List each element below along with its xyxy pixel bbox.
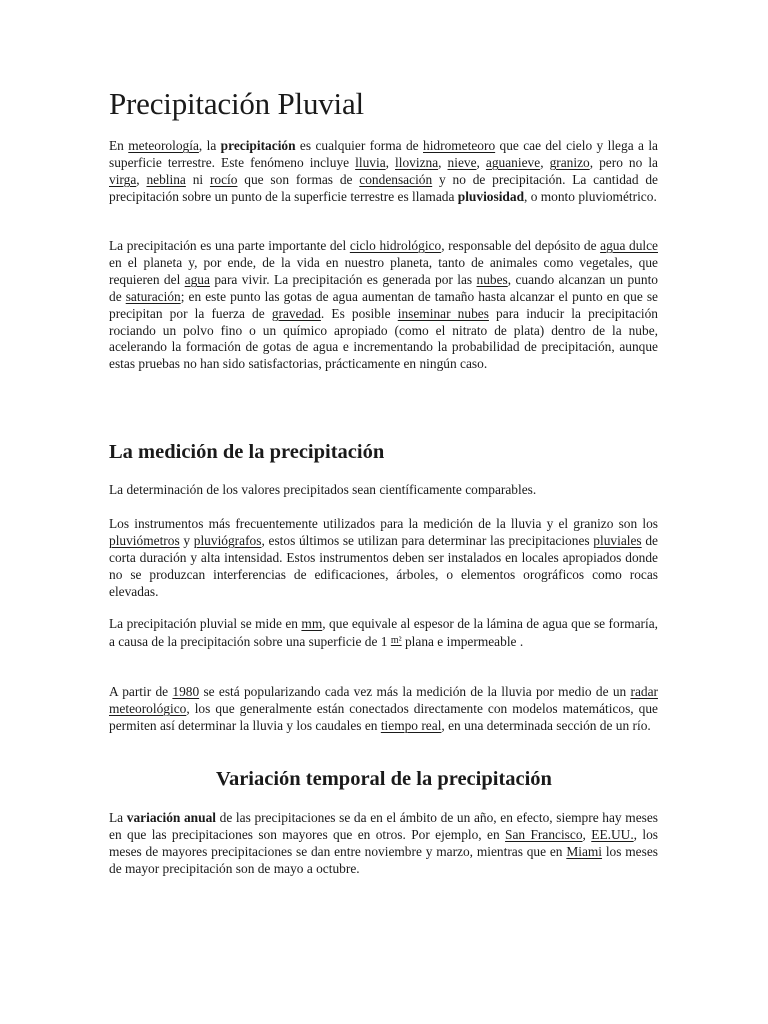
paragraph-instrumentos: Los instrumentos más frecuentemente utilizados para la medición de la lluvia y el granizo son los pluviómetros y pluviógrafos, estos últimos se utilizan para determinar las precipitaciones pluviales de corta duración y alta intensidad. Estos instrumentos deben ser instalados en locales apropiados donde no se produzcan interferencias de edificaciones, árboles, o elementos orográficos como rocas elevadas. <box>109 516 658 599</box>
paragraph-intro: En meteorología, la precipitación es cualquier forma de hidrometeoro que cae del cielo y llega a la superficie terrestre. Este fenómeno incluye lluvia, llovizna, nieve, aguanieve, granizo, pero no la virga, neblina ni rocío que son formas de condensación y no de precipitación. La cantidad de precipitación sobre un punto de la superficie terrestre es llamada pluviosidad, o monto pluviométrico. <box>109 138 658 204</box>
link-san-francisco[interactable]: San Francisco <box>505 826 583 842</box>
link-m2[interactable]: m² <box>390 634 402 646</box>
link-inseminar-nubes[interactable]: inseminar nubes <box>397 305 489 321</box>
link-virga[interactable]: virga <box>109 171 137 187</box>
link-saturacion[interactable]: saturación <box>125 288 181 304</box>
link-nieve[interactable]: nieve <box>447 154 477 170</box>
paragraph-radar: A partir de 1980 se está popularizando cada vez más la medición de la lluvia por medio de un radar meteorológico, los que generalmente están conectados directamente con modelos matemáticos, que permiten así determinar la lluvia y los caudales en tiempo real, en una determinada sección de un río. <box>109 684 658 733</box>
link-llovizna[interactable]: llovizna <box>395 154 439 170</box>
link-pluviales[interactable]: pluviales <box>593 532 642 548</box>
link-hidrometeoro[interactable]: hidrometeoro <box>423 138 496 153</box>
link-condensacion[interactable]: condensación <box>359 171 433 187</box>
link-eeuu[interactable]: EE.UU. <box>591 826 634 842</box>
paragraph-variacion: La variación anual de las precipitaciones se da en el ámbito de un año, en efecto, siempre hay meses en que las precipitaciones son mayores que en otros. Por ejemplo, en San Francisco, EE.UU., los meses de mayores precipitaciones se dan entre noviembre y marzo, mientras que en Miami los meses de mayor precipitación son de mayo a octubre. <box>109 810 659 876</box>
link-nubes[interactable]: nubes <box>476 271 508 287</box>
link-agua-dulce[interactable]: agua dulce <box>600 238 658 253</box>
link-miami[interactable]: Miami <box>566 843 603 859</box>
link-agua[interactable]: agua <box>184 271 210 287</box>
link-gravedad[interactable]: gravedad <box>271 305 321 321</box>
heading-medicion: La medición de la precipitación <box>109 441 385 463</box>
link-mm[interactable]: mm <box>301 616 323 631</box>
link-neblina[interactable]: neblina <box>146 171 186 187</box>
paragraph-mm: La precipitación pluvial se mide en mm, que equivale al espesor de la lámina de agua que se formaría, a causa de la precipitación sobre una superficie de 1 $^{m^2}$ plana e impermeable . <box>109 616 658 649</box>
link-granizo[interactable]: granizo <box>549 154 590 170</box>
link-lluvia[interactable]: lluvia <box>355 154 386 170</box>
link-pluviometros[interactable]: pluviómetros <box>109 532 180 548</box>
heading-variacion: Variación temporal de la precipitación <box>216 768 552 790</box>
paragraph-determinacion: La determinación de los valores precipitados sean científicamente comparables. <box>109 482 537 497</box>
bold-precipitacion: precipitación <box>220 138 296 153</box>
link-1980[interactable]: 1980 <box>172 684 200 699</box>
link-radar-meteorologico[interactable]: radar meteorológico <box>109 684 658 716</box>
paragraph-ciclo: La precipitación es una parte importante del ciclo hidrológico, responsable del depósito de agua dulce en el planeta y, por ende, de la vida en nuestro planeta, tanto de animales como vegetales, que requieren del agua para vivir. La precipitación es generada por las nubes, cuando alcanzan un punto de saturación; en este punto las gotas de agua aumentan de tamaño hasta alcanzar el punto en que se precipitan por la fuerza de gravedad. Es posible inseminar nubes para inducir la precipitación rociando un polvo fino o un químico apropiado (como el nitrato de plata) dentro de la nube, acelerando la formación de gotas de agua e incrementando la probabilidad de precipitación, aunque estas pruebas no han sido satisfactorias, prácticamente en ningún caso. <box>109 238 658 372</box>
link-pluviografos[interactable]: pluviógrafos <box>193 532 262 548</box>
link-tiempo-real[interactable]: tiempo real <box>380 717 442 733</box>
bold-variacion-anual: variación anual <box>126 810 216 825</box>
link-rocio[interactable]: rocío <box>209 171 238 187</box>
link-ciclo-hidrologico[interactable]: ciclo hidrológico <box>349 238 442 253</box>
page-title: Precipitación Pluvial <box>109 86 364 121</box>
bold-pluviosidad: pluviosidad <box>457 188 525 204</box>
link-aguanieve[interactable]: aguanieve <box>485 154 541 170</box>
link-meteorologia[interactable]: meteorología <box>128 138 199 153</box>
